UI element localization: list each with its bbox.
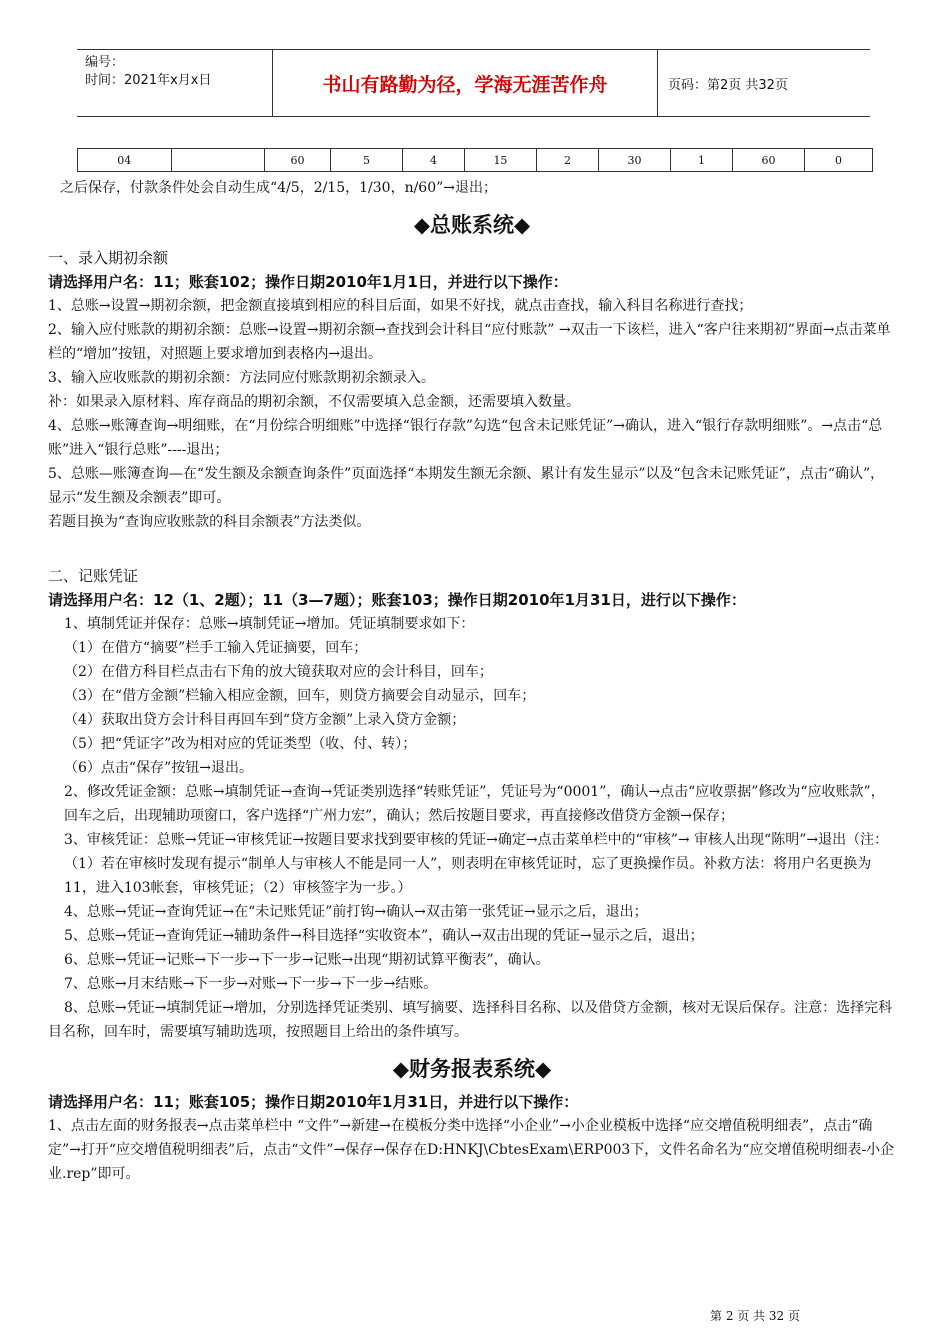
table-cell: 5 xyxy=(331,149,403,172)
paragraph: 2、输入应付账款的期初余额：总账→设置→期初余额→查找到会计科目“应付账款” →双击一下该栏，进入“客户往来期初”界面→点击菜单栏的“增加”按钮，对照题上要求增加到表格内→退出。 xyxy=(48,322,891,362)
paragraph: 2、修改凭证金额：总账→填制凭证→查询→凭证类别选择“转账凭证”，凭证号为“0001”，确认→点击“应收票据”修改为“应收账款”，回车之后，出现辅助项窗口，客户选择“广州力宏”，确认；然后按题目要求，再直接修改借贷方金额→保存； xyxy=(64,784,885,824)
table-cell: 2 xyxy=(536,149,598,172)
paragraph: 3、输入应收账款的期初余额：方法同应付账款期初余额录入。 xyxy=(48,370,435,386)
table-cell: 60 xyxy=(264,149,330,172)
task-instruction: 请选择用户名：11；账套102；操作日期2010年1月1日，并进行以下操作： xyxy=(48,273,568,291)
paragraph: （5）把“凭证字”改为相对应的凭证类型（收、付、转）； xyxy=(64,736,417,752)
paragraph: （1）在借方“摘要”栏手工输入凭证摘要，回车； xyxy=(64,640,368,656)
paragraph: 1、填制凭证并保存：总账→填制凭证→增加。凭证填制要求如下： xyxy=(64,616,475,632)
task-instruction: 请选择用户名：11；账套105；操作日期2010年1月31日，并进行以下操作： xyxy=(48,1093,579,1111)
page-header xyxy=(77,49,870,117)
table-row xyxy=(78,149,873,172)
paragraph: 4、总账→凭证→查询凭证→在“未记账凭证”前打钩→确认→双击第一张凭证→显示之后，退出； xyxy=(64,904,648,920)
section-title-financial-reports: ◆财务报表系统◆ xyxy=(392,1057,552,1081)
paragraph: （3）在“借方金额”栏输入相应金额，回车，则贷方摘要会自动显示，回车； xyxy=(64,688,536,704)
table-cell: 60 xyxy=(732,149,804,172)
table-cell: 1 xyxy=(670,149,732,172)
paragraph: （4）获取出贷方会计科目再回车到“贷方金额”上录入贷方金额； xyxy=(64,712,466,728)
task-instruction: 请选择用户名：12（1、2题）；11（3—7题）；账套103；操作日期2010年1月31日，进行以下操作： xyxy=(48,591,746,609)
table-cell: 30 xyxy=(598,149,670,172)
paragraph: 补：如果录入原材料、库存商品的期初余额，不仅需要填入总金额，还需要填入数量。 xyxy=(48,394,580,410)
page-footer xyxy=(0,1307,950,1324)
paragraph: 6、总账→凭证→记账→下一步→下一步→记账→出现“期初试算平衡表”，确认。 xyxy=(64,952,550,968)
header-motto: 书山有路勤为径，学海无涯苦作舟 xyxy=(273,50,658,116)
table-cell xyxy=(171,149,264,172)
table-cell: 15 xyxy=(464,149,536,172)
paragraph: 4、总账→账簿查询→明细账，在“月份综合明细账”中选择“银行存款”勾选“包含未记账凭证”→确认，进入“银行存款明细账”。→点击“总账”进入“银行总账”----退出； xyxy=(48,418,883,458)
paragraph: 7、总账→月末结账→下一步→对账→下一步→下一步→结账。 xyxy=(64,976,438,992)
subsection-title: 一、录入期初余额 xyxy=(48,249,169,267)
table-cell: 4 xyxy=(402,149,464,172)
table-cell: 04 xyxy=(78,149,172,172)
doc-time-label: 时间：2021年x月x日 xyxy=(85,73,212,88)
paragraph: 8、总账→凭证→填制凭证→增加，分别选择凭证类别、填写摘要、选择科目名称、以及借贷方金额，核对无误后保存。注意：选择完科目名称，回车时，需要填写辅助选项，按照题目上给出的条件填写。 xyxy=(48,1000,893,1040)
payment-terms-table xyxy=(77,148,873,172)
paragraph: 1、点击左面的财务报表→点击菜单栏中 “文件”→新建→在模板分类中选择“小企业”→小企业模板中选择“应交增值税明细表”，点击“确定”→打开“应交增值税明细表”后，点击“文件”→保存→保存在D:HNKJ\CbtesExam\ERP003下，文件名命名为“应交增值税明细表-小企业.rep”即可。 xyxy=(48,1118,895,1182)
document-body xyxy=(48,176,896,1186)
footer-page-number: 第 2 页 共 32 页 xyxy=(710,1309,800,1323)
header-page-number: 页码：第2页 共32页 xyxy=(668,77,788,93)
paragraph: （6）点击“保存”按钮→退出。 xyxy=(64,760,253,776)
paragraph: 5、总账—账簿查询—在“发生额及余额查询条件”页面选择“本期发生额无余额、累计有发生显示”以及“包含未记账凭证”，点击“确认”，显示“发生额及余额表”即可。 xyxy=(48,466,885,506)
paragraph: 若题目换为“查询应收账款的科目余额表”方法类似。 xyxy=(48,514,371,530)
doc-number-label: 编号： xyxy=(85,55,125,70)
table-cell: 0 xyxy=(804,149,872,172)
paragraph: 5、总账→凭证→查询凭证→辅助条件→科目选择“实收资本”，确认→双击出现的凭证→显示之后，退出； xyxy=(64,928,704,944)
paragraph: 1、总账→设置→期初余额，把金额直接填到相应的科目后面，如果不好找，就点击查找，输入科目名称进行查找； xyxy=(48,298,753,314)
section-title-general-ledger: ◆总账系统◆ xyxy=(413,213,531,237)
header-meta xyxy=(77,50,273,116)
paragraph: （2）在借方科目栏点击右下角的放大镜获取对应的会计科目，回车； xyxy=(64,664,493,680)
paragraph: 3、审核凭证：总账→凭证→审核凭证→按题目要求找到要审核的凭证→确定→点击菜单栏中的“审核”→ 审核人出现“陈明”→退出（注：（1）若在审核时发现有提示“制单人与审核人不能是同一人”，则表明在审核凭证时，忘了更换操作员。补救方法：将用户名更换为11，进入103帐套，审核凭证；（2）审核签字为一步。） xyxy=(64,832,889,896)
subsection-title: 二、记账凭证 xyxy=(48,567,139,585)
paragraph: 之后保存，付款条件处会自动生成“4/5，2/15，1/30，n/60”→退出； xyxy=(60,180,497,196)
